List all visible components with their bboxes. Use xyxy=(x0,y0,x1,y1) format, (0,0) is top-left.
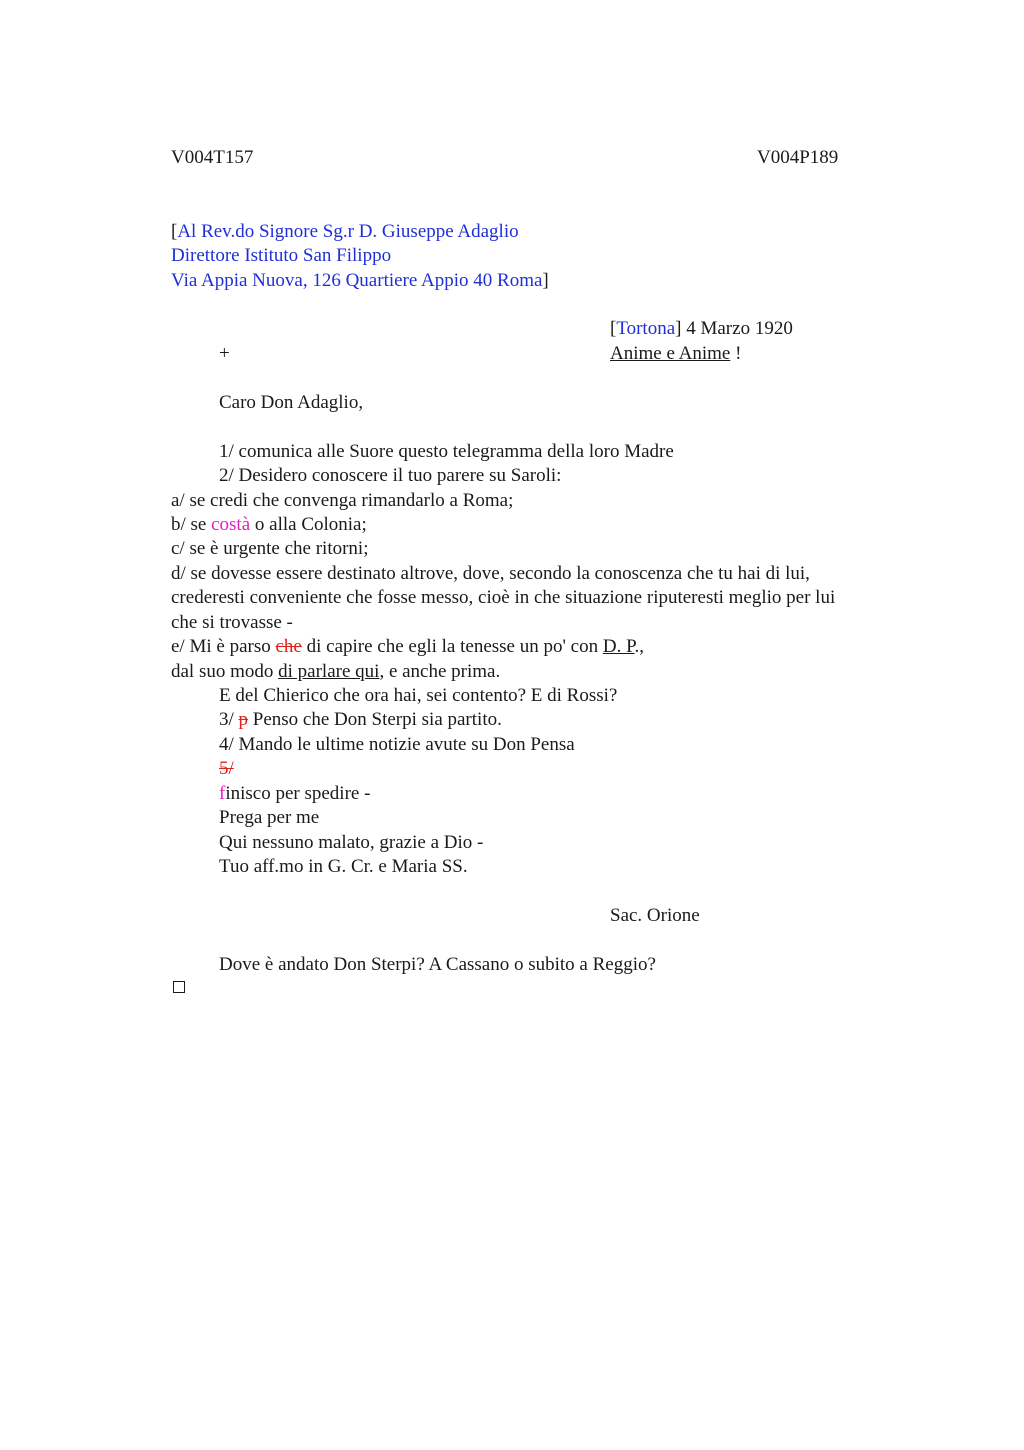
motto xyxy=(610,342,741,366)
item-b-pre: b/ se xyxy=(171,514,212,535)
item-e-continuation xyxy=(171,660,500,684)
item-b-post: o alla Colonia; xyxy=(250,514,367,535)
close-bracket: ] xyxy=(542,270,549,291)
finisco-rest: inisco per spedire - xyxy=(225,783,371,804)
dateline-place: Tortona xyxy=(616,318,676,339)
dateline: [Tortona] 4 Marzo 1920 xyxy=(610,318,793,339)
motto-suffix: ! xyxy=(735,343,742,364)
point-3-num: 3/ xyxy=(219,709,239,730)
closing-line: Tuo aff.mo in G. Cr. e Maria SS. xyxy=(219,856,468,877)
salutation: Caro Don Adaglio, xyxy=(219,392,364,413)
dateline-date: 4 Marzo 1920 xyxy=(686,318,793,339)
point-2: 2/ Desidero conoscere il tuo parere su Saroli: xyxy=(219,465,562,486)
signature: Sac. Orione xyxy=(610,905,700,926)
address-line-2: Direttore Istituto San Filippo xyxy=(171,245,392,266)
finisco-first-letter: f xyxy=(219,783,226,804)
point-3 xyxy=(219,708,502,732)
postscript: Dove è andato Don Sterpi? A Cassano o subito a Reggio? xyxy=(219,954,656,975)
item-d-line-3: che si trovasse - xyxy=(171,612,293,633)
cross-symbol: + xyxy=(219,343,230,364)
point-3-text: Penso che Don Sterpi sia partito. xyxy=(248,709,502,730)
prega-line: Prega per me xyxy=(219,807,320,828)
address-line-1 xyxy=(171,220,519,244)
item-e-dp: D. P xyxy=(602,636,635,657)
address-line-3 xyxy=(171,269,549,293)
address-recipient: Al Rev.do Signore Sg.r D. Giuseppe Adaglio xyxy=(177,221,519,242)
item-b-highlight: costà xyxy=(211,514,251,535)
item-d-line-2: crederesti conveniente che fosse messo, cioè in che situazione riputeresti meglio per lui xyxy=(171,587,836,608)
point-4: 4/ Mando le ultime notizie avute su Don Pensa xyxy=(219,734,575,755)
address-street: Via Appia Nuova, 126 Quartiere Appio 40 Roma xyxy=(171,270,543,291)
item-f-post: , e anche prima. xyxy=(379,661,501,682)
open-bracket: [ xyxy=(171,221,178,242)
point-3-struck: p xyxy=(238,709,249,730)
finisco-line xyxy=(219,782,370,806)
doc-id-right: V004P189 xyxy=(757,147,839,168)
item-f-underlined: di parlare qui xyxy=(278,661,380,682)
motto-text: Anime e Anime xyxy=(610,343,731,364)
nessuno-line: Qui nessuno malato, grazie a Dio - xyxy=(219,832,484,853)
item-b xyxy=(171,513,367,537)
item-f-pre: dal suo modo xyxy=(171,661,279,682)
doc-id-left: V004T157 xyxy=(171,147,254,168)
item-e-pre: e/ Mi è parso xyxy=(171,636,276,657)
item-e-post: ., xyxy=(634,636,645,657)
item-e-struck: che xyxy=(275,636,302,657)
item-e-mid: di capire che egli la tenesse un po' con xyxy=(301,636,603,657)
item-a: a/ se credi che convenga rimandarlo a Roma; xyxy=(171,490,514,511)
item-d-line-1: d/ se dovesse essere destinato altrove, dove, secondo la conoscenza che tu hai di lui, xyxy=(171,563,810,584)
point-5-struck: 5/ xyxy=(219,758,234,779)
point-1: 1/ comunica alle Suore questo telegramma della loro Madre xyxy=(219,441,674,462)
chierico-line: E del Chierico che ora hai, sei contento? E di Rossi? xyxy=(219,685,618,706)
end-marker-box-icon xyxy=(173,981,185,993)
item-e xyxy=(171,635,644,659)
item-c: c/ se è urgente che ritorni; xyxy=(171,538,369,559)
